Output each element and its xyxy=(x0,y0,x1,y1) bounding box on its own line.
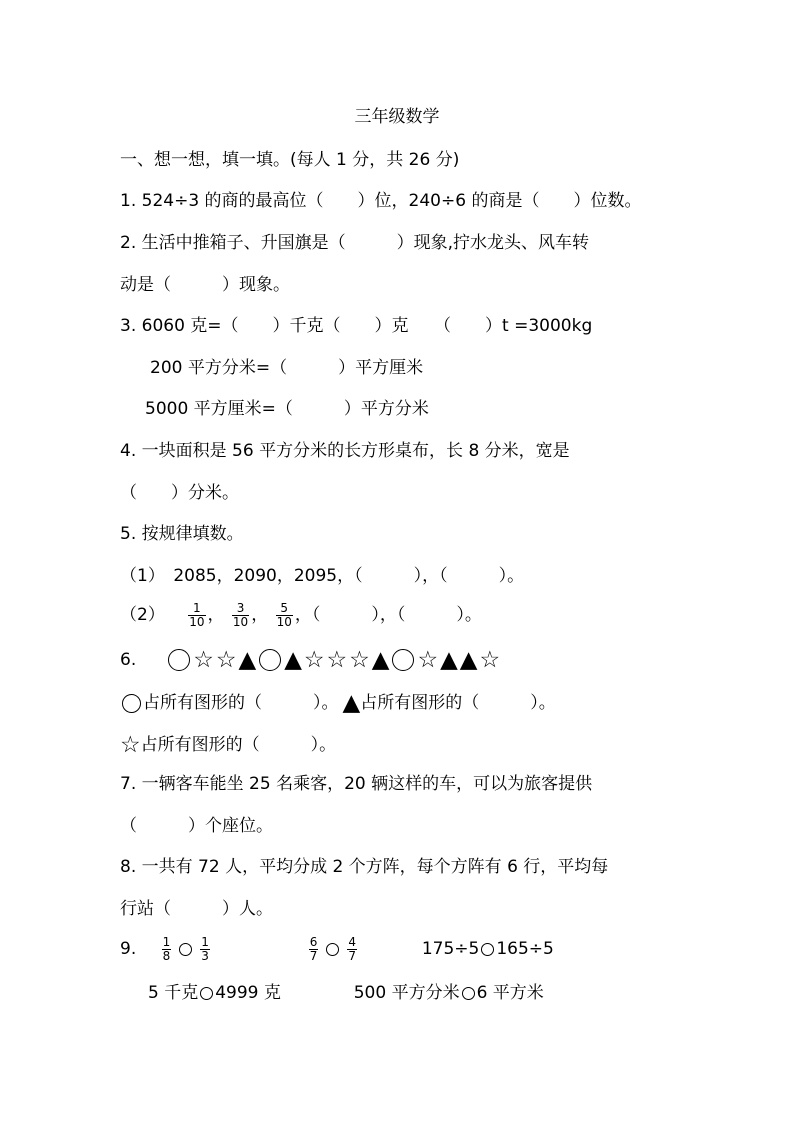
question-9-row-1 xyxy=(120,932,554,966)
triangle-share-text: 占所有图形的（ ）。 xyxy=(360,693,556,713)
question-8-line-1: 8. 一共有 72 人，平均分成 2 个方阵，每个方阵有 6 行，平均每 xyxy=(120,857,609,877)
compare-circle-icon[interactable] xyxy=(462,987,475,1000)
mass-left: 5 千克 xyxy=(148,983,199,1003)
fraction: $\frac{3}{10}$ xyxy=(232,600,249,629)
question-5-part-1: （1） 2085，2090，2095，（ ），（ ）。 xyxy=(120,566,525,586)
triangle-icon: ▲ xyxy=(342,690,361,716)
question-8-line-2: 行站（ ）人。 xyxy=(120,899,273,919)
triangle-icon: ▲ xyxy=(371,647,390,673)
expression-left: 175÷5 xyxy=(421,939,480,959)
star-icon: ☆ xyxy=(479,647,501,673)
question-2-line-2: 动是（ ）现象。 xyxy=(120,275,290,295)
star-icon: ☆ xyxy=(193,647,214,673)
question-9-label: 9. xyxy=(120,939,137,959)
question-9-row-2 xyxy=(148,982,544,1004)
star-icon: ☆ xyxy=(303,647,325,673)
circle-icon xyxy=(168,649,190,671)
circle-icon xyxy=(392,649,414,671)
star-icon: ☆ xyxy=(326,647,348,673)
question-3-line-2: 200 平方分米=（ ）平方厘米 xyxy=(150,358,424,378)
question-6-label: 6. xyxy=(120,650,137,670)
question-2-line-1: 2. 生活中推箱子、升国旗是（ ）现象,拧水龙头、风车转 xyxy=(120,233,590,253)
question-1: 1. 524÷3 的商的最高位（ ）位，240÷6 的商是（ ）位数。 xyxy=(120,191,642,211)
question-6-line-2 xyxy=(120,690,556,716)
star-icon: ☆ xyxy=(417,647,439,673)
compare-circle-icon[interactable] xyxy=(179,943,192,956)
compare-circle-icon[interactable] xyxy=(481,943,494,956)
fraction: $\frac{4}{7}$ xyxy=(348,934,357,963)
question-5-part-2-label: （2） xyxy=(120,605,165,625)
fraction: $\frac{1}{3}$ xyxy=(201,934,209,963)
fraction: $\frac{5}{10}$ xyxy=(276,600,292,629)
section-heading: 一、想一想，填一填。(每人 1 分，共 26 分) xyxy=(120,150,460,170)
triangle-icon: ▲ xyxy=(459,647,478,673)
circle-icon xyxy=(259,649,281,671)
expression-right: 165÷5 xyxy=(496,939,554,959)
fraction: $\frac{6}{7}$ xyxy=(309,934,318,963)
triangle-icon: ▲ xyxy=(238,647,257,673)
circle-icon xyxy=(122,694,141,713)
question-4-line-1: 4. 一块面积是 56 平方分米的长方形桌布，长 8 分米，宽是 xyxy=(120,441,570,461)
area-left: 500 平方分米 xyxy=(353,983,460,1003)
star-icon: ☆ xyxy=(120,732,141,758)
star-icon: ☆ xyxy=(349,647,370,673)
star-icon: ☆ xyxy=(215,647,237,673)
compare-circle-icon[interactable] xyxy=(200,987,213,1000)
triangle-icon: ▲ xyxy=(440,647,458,673)
triangle-icon: ▲ xyxy=(284,647,302,673)
question-7-line-1: 7. 一辆客车能坐 25 名乘客，20 辆这样的车，可以为旅客提供 xyxy=(120,774,593,794)
mass-right: 4999 克 xyxy=(215,983,281,1003)
fraction: $\frac{1}{10}$ xyxy=(189,600,205,629)
compare-circle-icon[interactable] xyxy=(326,943,339,956)
question-3-line-3: 5000 平方厘米=（ ）平方分米 xyxy=(145,399,429,419)
circle-share-text: 占所有图形的（ ）。 xyxy=(143,693,339,713)
fraction: $\frac{1}{8}$ xyxy=(162,934,171,963)
question-5: 5. 按规律填数。 xyxy=(120,524,244,544)
question-7-line-2: （ ）个座位。 xyxy=(120,816,273,836)
question-6-shapes-row xyxy=(120,647,501,673)
question-6-line-3 xyxy=(120,732,336,758)
star-share-text: 占所有图形的（ ）。 xyxy=(140,735,337,755)
question-4-line-2: （ ）分米。 xyxy=(120,483,239,503)
shape-sequence xyxy=(166,647,501,673)
question-5-part-2: （2） $\frac{1}{10}$ ， $\frac{3}{10}$ ， $\frac{5}{10}$ ，（ ），（ ）。 xyxy=(120,600,482,629)
question-3-line-1: 3. 6060 克=（ ）千克（ ）克 （ ）t =3000kg xyxy=(120,316,593,336)
question-5-part-2-tail: ，（ ），（ ）。 xyxy=(294,605,482,625)
area-right: 6 平方米 xyxy=(476,983,544,1003)
page-title: 三年级数学 xyxy=(354,107,440,127)
